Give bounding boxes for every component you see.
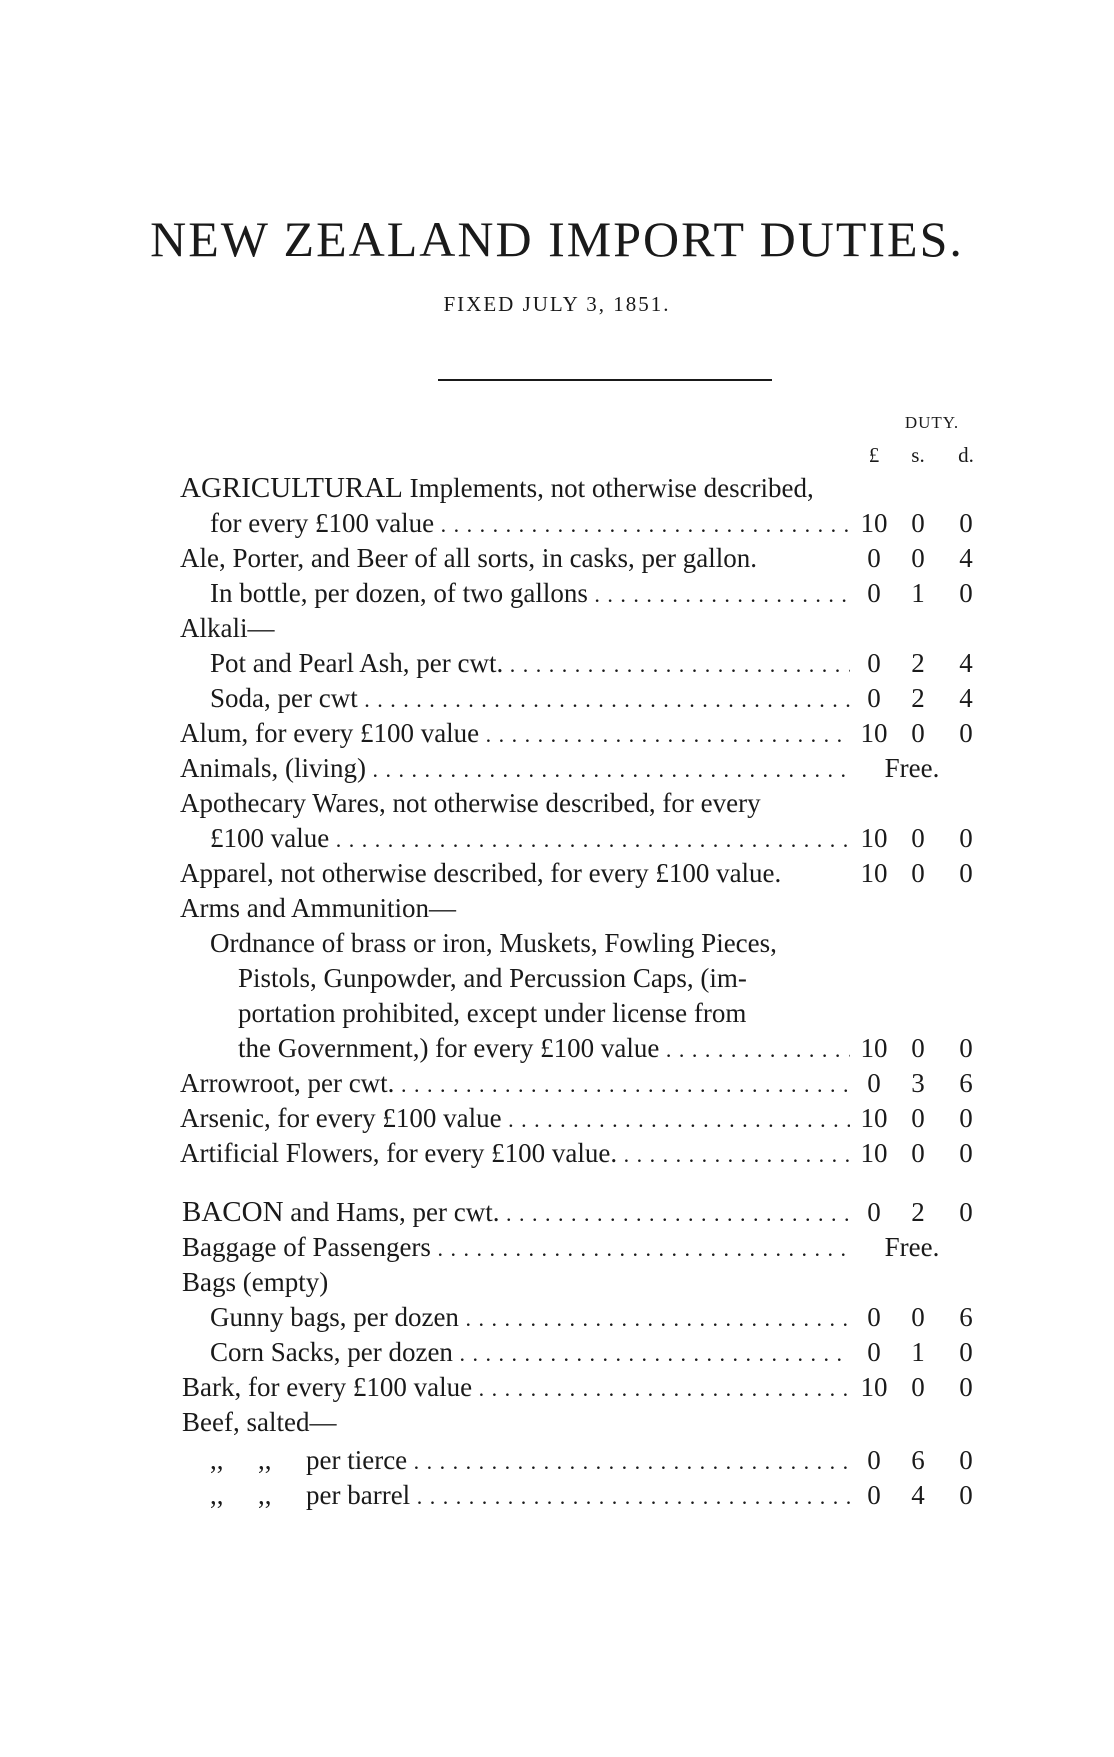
entry-label: Arrowroot, per cwt. . . .: [180, 1066, 850, 1102]
duty-entry-row: [0, 1370, 1114, 1404]
unit-shillings: s.: [911, 443, 925, 467]
duty-pounds: 10: [860, 1103, 888, 1133]
unit-pounds: £: [868, 443, 880, 467]
ditto-mark: ,,: [258, 1480, 272, 1510]
entry-label: Arms and Ammunition—: [180, 893, 456, 923]
duty-pence: 0: [959, 1480, 973, 1510]
entry-label: Baggage of Passengers . . .: [182, 1230, 850, 1266]
entry-label: Apothecary Wares, not otherwise described, for every: [180, 788, 761, 818]
duty-pence: 0: [959, 823, 973, 853]
duty-shillings: 0: [911, 823, 925, 853]
duty-entry-row: [0, 646, 1114, 680]
duty-pounds: 0: [867, 578, 881, 608]
duty-entry-row: [0, 1230, 1114, 1264]
duty-pence: 0: [959, 578, 973, 608]
duty-shillings: 6: [911, 1445, 925, 1475]
duty-shillings: 2: [911, 1197, 925, 1227]
duty-pence: 0: [959, 1033, 973, 1063]
duty-entry-row: [0, 1195, 1114, 1229]
duty-entry-row: [0, 1031, 1114, 1065]
entry-lead-word: BACON: [182, 1196, 284, 1228]
duty-pounds: 0: [867, 1068, 881, 1098]
entry-label: [180, 471, 850, 505]
entry-label: Gunny bags, per dozen . . .: [210, 1300, 850, 1336]
entry-label: [210, 1443, 850, 1479]
duty-shillings: 4: [911, 1480, 925, 1510]
duty-pence: 0: [959, 1103, 973, 1133]
ditto-mark: ,,: [258, 1445, 272, 1475]
duty-entry-row: [0, 1478, 1114, 1512]
unit-pence: d.: [958, 443, 974, 467]
duty-shillings: 2: [911, 683, 925, 713]
duty-entry-row: [0, 1405, 1114, 1439]
entry-label: Animals, (living) . . .: [180, 751, 850, 787]
entry-lead-word: AGRICULTURAL: [180, 472, 403, 504]
duty-pounds: 0: [867, 1197, 881, 1227]
entry-label: Ordnance of brass or iron, Muskets, Fowling Pieces,: [210, 928, 777, 958]
duty-entry-row: [0, 996, 1114, 1030]
duty-pence: 0: [959, 508, 973, 538]
duty-entry-row: [0, 471, 1114, 505]
entry-label: £100 value . . .: [210, 821, 850, 857]
duty-pounds: 10: [860, 508, 888, 538]
duty-entry-row: [0, 926, 1114, 960]
duty-entry-row: [0, 681, 1114, 715]
duty-shillings: 0: [911, 1103, 925, 1133]
duty-entry-row: [0, 751, 1114, 785]
duty-entry-row: [0, 1265, 1114, 1299]
duty-free: Free.: [884, 1232, 940, 1262]
duty-entry-row: [0, 506, 1114, 540]
duty-pounds: 10: [860, 1372, 888, 1402]
entry-label: the Government,) for every £100 value . . .: [238, 1031, 850, 1067]
duty-pence: 4: [959, 683, 973, 713]
duty-shillings: 0: [911, 858, 925, 888]
entry-label-text: per tierce: [306, 1445, 408, 1475]
entry-label-rest: and Hams, per cwt.: [283, 1197, 500, 1227]
duty-pence: 4: [959, 648, 973, 678]
duty-pounds: 0: [867, 1480, 881, 1510]
duty-pounds: 10: [860, 858, 888, 888]
duty-pence: 0: [959, 1197, 973, 1227]
duty-pence: 0: [959, 1138, 973, 1168]
duty-shillings: 0: [911, 1372, 925, 1402]
duty-entry-row: [0, 611, 1114, 645]
duty-shillings: 0: [911, 1033, 925, 1063]
duty-shillings: 3: [911, 1068, 925, 1098]
duty-entry-row: [0, 786, 1114, 820]
duty-shillings: 0: [911, 1138, 925, 1168]
duty-shillings: 1: [911, 1337, 925, 1367]
duty-shillings: 2: [911, 648, 925, 678]
entry-label: Bark, for every £100 value . . .: [182, 1370, 850, 1406]
duty-pounds: 10: [860, 1033, 888, 1063]
duty-shillings: 0: [911, 1302, 925, 1332]
ditto-mark: ,,: [210, 1445, 224, 1475]
duty-entry-row: [0, 1066, 1114, 1100]
page-subtitle: FIXED JULY 3, 1851.: [443, 292, 671, 316]
entry-label: Beef, salted—: [182, 1407, 337, 1437]
entry-label: Alum, for every £100 value . . .: [180, 716, 850, 752]
duty-entry-row: [0, 891, 1114, 925]
entry-label: [182, 1195, 850, 1231]
entry-label: Corn Sacks, per dozen . . .: [210, 1335, 850, 1371]
duty-pounds: 0: [867, 648, 881, 678]
duty-entry-row: [0, 1136, 1114, 1170]
duty-header: DUTY.: [904, 413, 960, 432]
ditto-mark: ,,: [210, 1480, 224, 1510]
duty-entry-row: [0, 1300, 1114, 1334]
entry-label: Bags (empty): [182, 1267, 329, 1297]
entry-label: for every £100 value . . .: [210, 506, 850, 542]
duty-free: Free.: [884, 753, 940, 783]
duty-pounds: 0: [867, 1337, 881, 1367]
duty-entry-row: [0, 576, 1114, 610]
title-rule: [438, 379, 772, 381]
duty-entry-row: [0, 716, 1114, 750]
entry-label: Artificial Flowers, for every £100 value. . . .: [180, 1136, 850, 1172]
entry-label: portation prohibited, except under license from: [238, 998, 747, 1028]
duty-pence: 0: [959, 718, 973, 748]
entry-label: Pot and Pearl Ash, per cwt. . . .: [210, 646, 850, 682]
duty-entry-row: [0, 856, 1114, 890]
page-title: NEW ZEALAND IMPORT DUTIES.: [150, 211, 964, 267]
duty-entry-row: [0, 1335, 1114, 1369]
duty-shillings: 0: [911, 543, 925, 573]
duty-pounds: 0: [867, 683, 881, 713]
entry-label: Soda, per cwt . . .: [210, 681, 850, 717]
duty-pence: 4: [959, 543, 973, 573]
duty-entry-row: [0, 1443, 1114, 1477]
duty-shillings: 0: [911, 718, 925, 748]
duty-shillings: 1: [911, 578, 925, 608]
entry-label-text: per barrel: [306, 1480, 411, 1510]
duty-entry-row: [0, 961, 1114, 995]
entry-label: In bottle, per dozen, of two gallons . . .: [210, 576, 850, 612]
duty-pence: 0: [959, 1372, 973, 1402]
entry-label: Apparel, not otherwise described, for every £100 value.: [180, 858, 782, 888]
entry-label: Alkali—: [180, 613, 275, 643]
duty-pence: 0: [959, 1445, 973, 1475]
entry-label: [210, 1478, 850, 1514]
duty-pounds: 0: [867, 543, 881, 573]
duty-pounds: 10: [860, 1138, 888, 1168]
duty-pence: 0: [959, 858, 973, 888]
duty-pounds: 0: [867, 1302, 881, 1332]
duty-pounds: 0: [867, 1445, 881, 1475]
entry-label-rest: Implements, not otherwise described,: [402, 473, 814, 503]
duty-entry-row: [0, 1101, 1114, 1135]
duty-shillings: 0: [911, 508, 925, 538]
entry-label: Arsenic, for every £100 value . . .: [180, 1101, 850, 1137]
duty-pence: 0: [959, 1337, 973, 1367]
entry-label: Ale, Porter, and Beer of all sorts, in casks, per gallon.: [180, 543, 758, 573]
duty-pence: 6: [959, 1302, 973, 1332]
duty-entry-row: [0, 541, 1114, 575]
duty-pence: 6: [959, 1068, 973, 1098]
duty-entry-row: [0, 821, 1114, 855]
entry-label: Pistols, Gunpowder, and Percussion Caps, (im-: [238, 963, 747, 993]
duty-pounds: 10: [860, 823, 888, 853]
duty-pounds: 10: [860, 718, 888, 748]
